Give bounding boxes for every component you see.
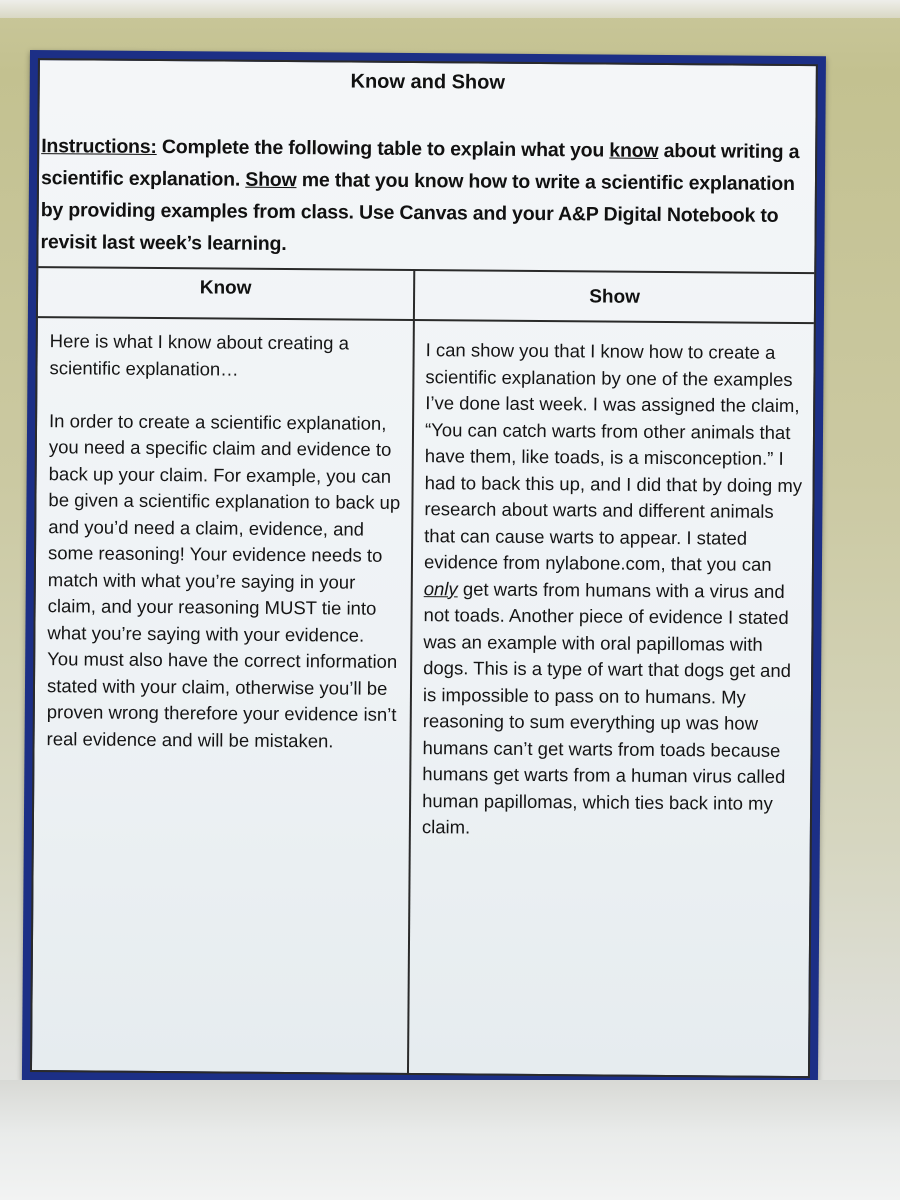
show-text-1: I can show you that I know how to create a scientific explanation by one of the examples I’ve done last week. I was assigned the claim, “You can catch warts from other animals that have them, like toads, is a misconception.” I had to back this up, and I did that by doing my research about warts and different animals that can cause warts to appear. I stated evidence from nylabone.com, that you can (423, 339, 803, 575)
instructions-text-3: me that you know how to write a scientific explanation by providing examples from class. Use Canvas and your A&P Digital Notebook to revisit last week’s learning. (40, 169, 795, 256)
show-text-2: get warts from humans with a virus and not toads. Another piece of evidence I stated was an example with oral papillomas with dogs. This is a type of wart that dogs get and is impossible to pass on to humans. My reasoning to sum everything up was how humans can’t get warts from toads because humans get warts from a human virus called human papillomas, which ties back into my claim. (421, 577, 792, 838)
column-header-show: Show (589, 286, 640, 308)
instructions-text-2: about writing a scientific explanation. (40, 139, 800, 191)
header-divider (38, 316, 814, 324)
document-frame (22, 50, 826, 1086)
show-emphasis: only (423, 577, 458, 599)
document-page (30, 58, 818, 1078)
instructions-label: Instructions: (41, 135, 157, 158)
instructions (40, 130, 805, 264)
show-body (422, 337, 806, 843)
bottom-bezel (0, 1080, 900, 1200)
know-cell (46, 328, 402, 781)
show-cell (422, 337, 806, 870)
know-body: In order to create a scientific explanation, you need a specific claim and evidence to back up your claim. For example, you can be given a scientific explanation to back up and you’d need a claim, evidence, and some reasoning! Your evidence needs to match with what you’re saying in your claim, and your reasoning MUST tie into what you’re saying with your evidence. You must also have the correct information stated with your claim, otherwise you’ll be proven wrong therefore your evidence isn’t real evidence and will be mistaken. (46, 409, 401, 751)
instructions-show-word: Show (245, 168, 297, 192)
know-show-table (32, 266, 814, 1076)
instructions-know-word: know (609, 139, 659, 162)
instructions-text-1: Complete the following table to explain what you (156, 135, 610, 162)
column-divider (407, 271, 415, 1073)
document-title: Know and Show (350, 70, 506, 94)
column-header-know: Know (199, 277, 252, 299)
know-intro: Here is what I know about creating a scientific explanation… (49, 330, 350, 380)
top-bezel (0, 0, 900, 18)
